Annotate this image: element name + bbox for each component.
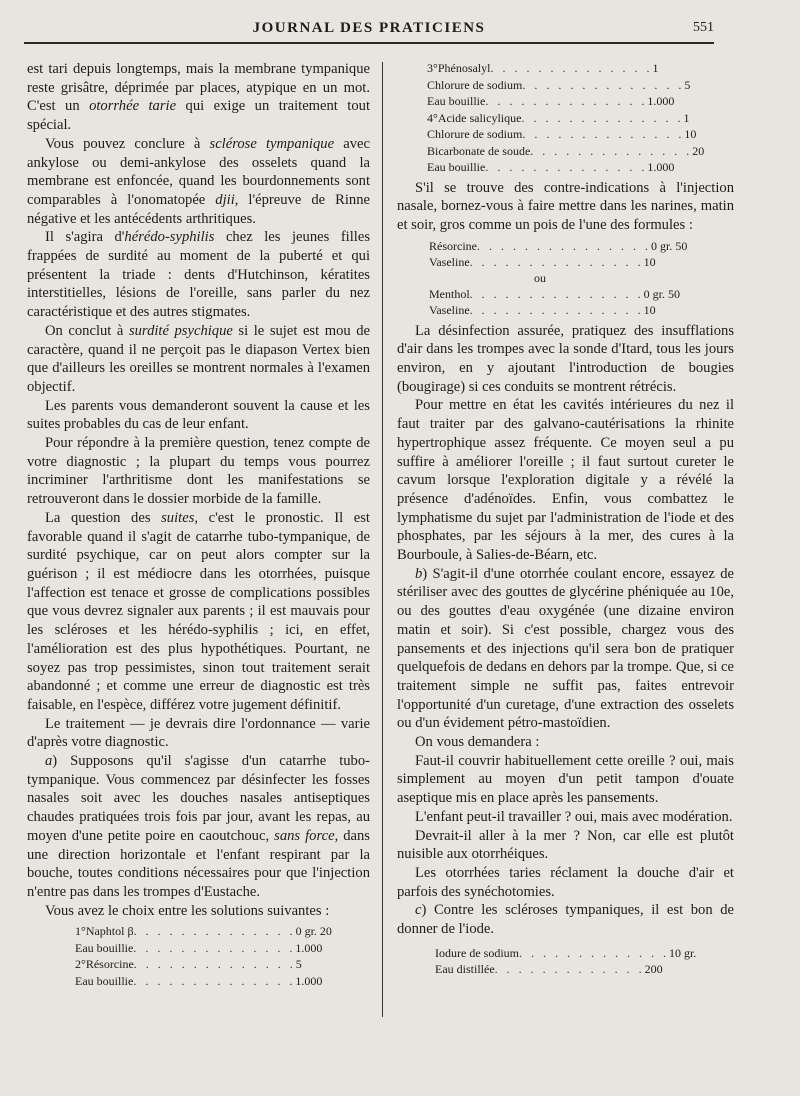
paragraph: Devrait-il aller à la mer ? Non, car elle est plutôt nuisible aux otorrhéiques. (397, 827, 734, 863)
formula-row: Résorcine . . . . . . . . . . . . . . . 0 gr. 50 (429, 238, 688, 253)
formula-row: Chlorure de sodium . . . . . . . . . . . . . . 10 (427, 127, 697, 141)
page-header (24, 20, 714, 44)
formula-block (435, 945, 697, 978)
paragraph: Faut-il couvrir habituellement cette oreille ? oui, mais simplement au moyen d'un petit tampon d'ouate aseptique mis en place après les pansements. (397, 752, 734, 807)
paragraph: On conclut à surdité psychique si le sujet est mou de caractère, quand il ne perçoit pas le diapason Vertex bien que d'ailleurs les oreilles se montrent normales à l'examen objectif. (27, 322, 371, 395)
formula-row: 3° Phénosalyl . . . . . . . . . . . . . . 1 (427, 61, 659, 75)
paragraph: Il s'agira d'hérédo-syphilis chez les jeunes filles frappées de surdité au moment de la puberté et qui présentent la triade : dents d'Hutchinson, kératites interstitielles, lésions de l'oreille, sans parler du nez caractéristique et des autres stigmates. (27, 229, 370, 321)
column-divider (382, 62, 383, 1017)
paragraph: La question des suites, c'est le pronostic. Il est favorable quand il s'agit de catarrhe tubo-tympanique, de surdité psychique, car on peut alors compter sur la guérison ; il est médiocre dans les otorrhées, puisque l'affection est tenace et grosse de complications possibles que vous devrez signaler aux parents ; il est mauvais pour les scléroses et les hérédo-syphilis ; ici, en effet, l'amélioration est des plus hypothétiques. Pourtant, ne soyez pas trop pessimistes, sinon tout traitement serait abandonné ; et comme une erreur de diagnostic est très faisable, en l'espèce, différez votre jugement définitif. (27, 509, 370, 713)
paragraph: Pour mettre en état les cavités intérieures du nez il faut traiter par des galvano-cautérisations la rhinite hypertrophique assez fréquente. Ce moyen seul a pu suffire à améliorer l'oreille ; il faut surtout cureter le cavum lorsque l'exploration digitale y a révélé la présence d'adénoïdes. Enfin, vous combattez le lymphatisme du sujet par l'administration de l'iode et des phosphates, par les séjours à la mer, des cures à la Bourboule, à Salies-de-Béarn, etc. (397, 397, 734, 564)
formula-row: Chlorure de sodium . . . . . . . . . . . . . . 5 (427, 77, 691, 92)
formula-row: Eau bouillie . . . . . . . . . . . . . . 1.000 (75, 940, 323, 955)
formula-row: Eau bouillie . . . . . . . . . . . . . . 1.000 (427, 94, 675, 108)
formula-row: Eau distillée . . . . . . . . . . . . . 200 (435, 962, 663, 977)
paragraph: b) S'agit-il d'une otorrhée coulant encore, essayez de stériliser avec des gouttes de glycérine phéniquée au 10e, ou des gouttes d'eau oxygénée (une dizaine environ matin et soir). Si c'est possible, chargez vous des pansements et des injections qu'il sera bon de pratiquer quelquefois de dedans en dehors par la trompe. Que, si ce traitement simple ne suffit pas, faites entrevoir l'opportunité d'un curetage, d'une extraction des osselets ou d'un évidement pétro-mastoïdien. (397, 565, 734, 732)
paragraph: Pour répondre à la première question, tenez compte de votre diagnostic ; la plupart du temps vous pourrez incriminer l'arthritisme dont les manifestations se retrouveront dans le dossier morbide de la famille. (27, 435, 370, 508)
left-column (27, 60, 370, 992)
formula-row: Iodure de sodium . . . . . . . . . . . . . 10 gr. (435, 945, 697, 960)
formula-block (75, 923, 332, 989)
paragraph: c) Contre les scléroses tympaniques, il est bon de donner de l'iode. (397, 902, 734, 938)
formula-row: Vaseline . . . . . . . . . . . . . . . 10 (429, 255, 656, 270)
formula-row: 2° Résorcine . . . . . . . . . . . . . . 5 (75, 957, 302, 972)
paragraph: Les otorrhées taries réclament la douche d'air et parfois des synéchotomies. (397, 865, 734, 900)
formula-row: Menthol . . . . . . . . . . . . . . . 0 gr. 50 (429, 286, 681, 301)
paragraph: Les parents vous demanderont souvent la cause et les suites probables du cas de leur enfant. (27, 397, 370, 433)
paragraph: est tari depuis longtemps, mais la membrane tympanique reste grisâtre, déprimée par places, atypique en un mot. C'est un otorrhée tarie qui exige un traitement tout spécial. (27, 61, 371, 134)
formula-block (429, 238, 688, 319)
paragraph: La désinfection assurée, pratiquez des insufflations d'air dans les trompes avec la sonde d'Itard, tous les jours environ, en y ajoutant l'introduction de bougies (bougirage) si ces conduits se montrent rétrécis. (397, 322, 734, 395)
formula-block (427, 60, 705, 176)
formula-row: Eau bouillie . . . . . . . . . . . . . . 1.000 (75, 973, 323, 988)
formula-row: Eau bouillie . . . . . . . . . . . . . . 1.000 (427, 160, 675, 174)
formula-row: Vaseline . . . . . . . . . . . . . . . 10 (429, 303, 656, 318)
paragraph: Vous pouvez conclure à sclérose tympanique avec ankylose ou demi-ankylose des osselets quand la membrane est enfoncée, quand les bourdonnements sont comparables à l'onomatopée djii, l'épreuve de Rinne négative et les antécédents arthritiques. (27, 135, 370, 227)
paragraph: a) Supposons qu'il s'agisse d'un catarrhe tubo-tympanique. Vous commencez par désinfecter les fosses nasales soit avec les douches nasales antiseptiques chaudes pratiquées trois fois par jour, avant les repas, au moyen d'une petite poire en caoutchouc, sans force, dans une direction horizontale et l'enfant respirant par la bouche, toutes conditions nécessaires pour que l'injection n'entre pas dans les trompes d'Eustache. (27, 753, 370, 900)
paragraph: Le traitement — je devrais dire l'ordonnance — varie d'après votre diagnostic. (27, 715, 370, 751)
page-number: 551 (693, 20, 714, 35)
formula-row: Bicarbonate de soude . . . . . . . . . . . . . . 20 (427, 143, 705, 158)
journal-title: JOURNAL DES PRATICIENS (252, 20, 486, 36)
paragraph: Vous avez le choix entre les solutions suivantes : (45, 902, 330, 919)
paragraph: S'il se trouve des contre-indications à l'injection nasale, bornez-vous à faire mettre dans les narines, matin et soir, gros comme un pois de l'une des formules : (397, 179, 734, 233)
formula-row: 4° Acide salicylique . . . . . . . . . . . . . . 1 (427, 110, 690, 125)
paragraph: On vous demandera : (415, 734, 540, 751)
formula-row: 1° Naphtol β . . . . . . . . . . . . . . 0 gr. 20 (75, 924, 332, 939)
right-column (397, 60, 734, 981)
formula-separator: ou (534, 270, 546, 285)
paragraph: L'enfant peut-il travailler ? oui, mais avec modération. (415, 808, 733, 825)
